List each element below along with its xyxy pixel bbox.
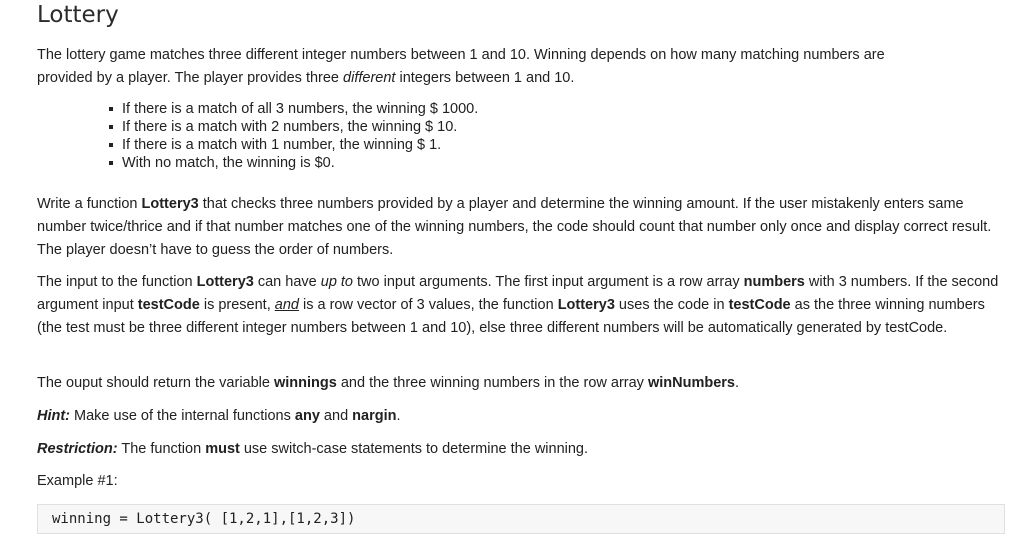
hint-paragraph: Hint: Make use of the internal functions any and nargin.: [37, 408, 401, 424]
list-item: If there is a match of all 3 numbers, the winning $ 1000.: [37, 100, 1012, 118]
list-item: If there is a match with 1 number, the winning $ 1.: [37, 136, 1012, 154]
page-title: Lottery: [37, 2, 119, 28]
intro-paragraph: [37, 44, 1012, 90]
code-example: winning = Lottery3( [1,2,1],[1,2,3]): [37, 504, 1005, 534]
example-label: Example #1:: [37, 473, 118, 489]
output-paragraph: The ouput should return the variable winnings and the three winning numbers in the row array winNumbers.: [37, 375, 739, 391]
input-paragraph: The input to the function Lottery3 can have up to two input arguments. The first input argument is a row array numbers with 3 numbers. If the second argument input testCode is present, and is a row vector of 3 values, the function Lottery3 uses the code in testCode as the three winning numbers (the test must be three different integer numbers between 1 and 10), else three different numbers will be automatically generated by testCode.: [37, 274, 999, 336]
intro-line-2: provided by a player. The player provides three different integers between 1 and 10.: [37, 70, 575, 86]
list-item: With no match, the winning is $0.: [37, 154, 1012, 172]
winning-rules-list: [37, 100, 1012, 172]
restriction-paragraph: Restriction: The function must use switch-case statements to determine the winning.: [37, 441, 589, 457]
list-item: If there is a match with 2 numbers, the winning $ 10.: [37, 118, 1012, 136]
description-paragraph: Write a function Lottery3 that checks three numbers provided by a player and determine the winning amount. If the user mistakenly enters same number twice/thrice and if that number matches one of the winning numbers, the code should count that number only once and display correct result. The player doesn’t have to guess the order of numbers.: [37, 196, 992, 258]
intro-line-1: The lottery game matches three different integer numbers between 1 and 10. Winning depends on how many matching numbers are: [37, 47, 885, 63]
